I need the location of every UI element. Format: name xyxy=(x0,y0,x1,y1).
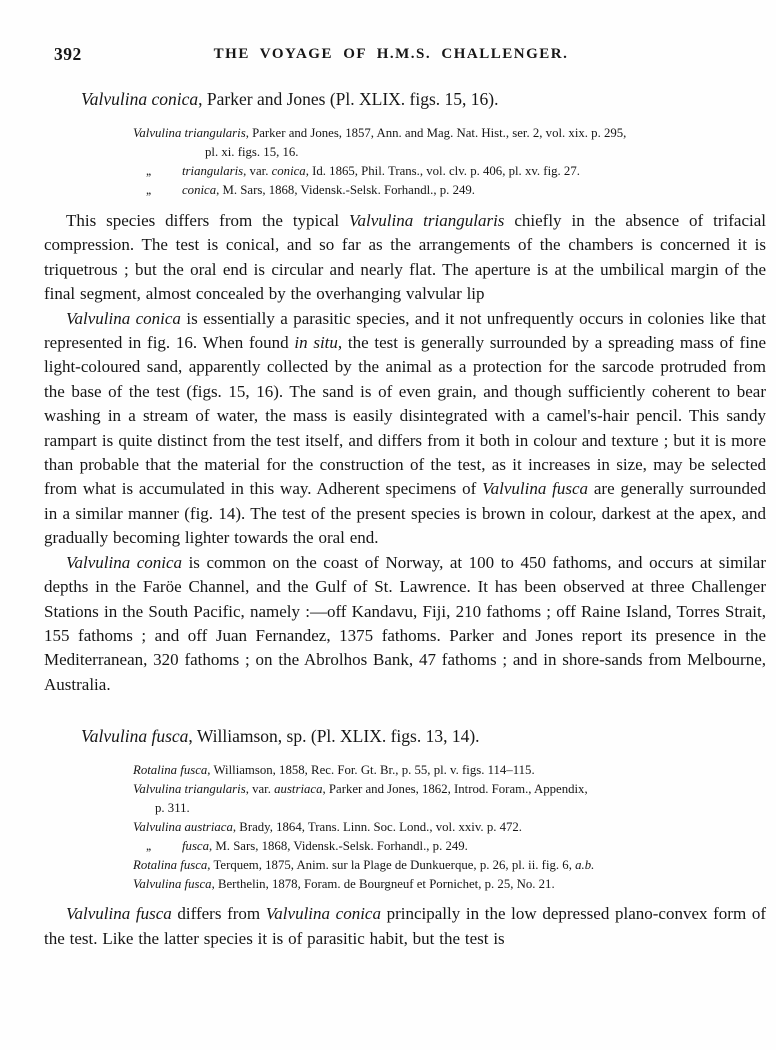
figure-letters: a.b. xyxy=(575,858,595,873)
synonym-citation: , var. xyxy=(245,782,275,797)
page-number: 392 xyxy=(54,44,82,64)
synonymy-entry xyxy=(133,818,766,837)
body-text: is common on the coast of Norway, at 100 to 450 fathoms, and occurs at similar depths in the Faröe Channel, and the Gulf of St. Lawrence. It has been observed at three Challenger Stations in the South Pacific, namely :—off Kandavu, Fiji, 210 fathoms ; off Raine Island, Torres Strait, 155 fathoms ; and off Juan Fernandez, 1375 fathoms. Parker and Jones report its presence in the Mediterranean, 320 fathoms ; on the Abrolhos Bank, 47 fathoms ; and in shore-sands from Melbourne, Australia. xyxy=(44,552,766,694)
species-heading xyxy=(81,88,766,110)
synonym-name: Rotalina fusca xyxy=(133,763,208,778)
synonym-citation: p. 311. xyxy=(155,801,190,816)
species-name: Valvulina fusca xyxy=(81,726,189,747)
synonym-citation: , M. Sars, 1868, Vidensk.-Selsk. Forhandl., p. 249. xyxy=(216,183,475,197)
page-header xyxy=(44,44,766,64)
synonymy-entry xyxy=(133,780,766,799)
synonymy-entry xyxy=(133,837,766,856)
synonym-citation: , var. xyxy=(243,164,272,178)
species-name: Valvulina conica xyxy=(81,89,199,109)
synonymy-entry xyxy=(133,856,766,875)
body-text: are generally surrounded in a similar manner (fig. 14). The test of the present species is brown in colour, darkest at the apex, and gradually becoming lighter towards the oral end. xyxy=(44,479,767,548)
synonym-variety: austriaca xyxy=(274,782,323,797)
species-heading-authority: , Parker and Jones (Pl. XLIX. figs. 15, 16). xyxy=(198,89,499,109)
synonymy-entry xyxy=(133,761,766,780)
synonymy-entry xyxy=(133,124,766,143)
species-name-inline: Valvulina fusca xyxy=(482,479,589,499)
synonym-citation: , Terquem, 1875, Anim. sur la Plage de Dunkuerque, p. 26, pl. ii. fig. 6, xyxy=(207,858,576,873)
body-paragraph xyxy=(44,307,766,551)
synonym-citation: , Parker and Jones, 1862, Introd. Foram., Appendix, xyxy=(322,782,588,797)
synonym-name: Valvulina fusca xyxy=(133,877,212,892)
running-title: THE VOYAGE OF H.M.S. CHALLENGER. xyxy=(213,46,569,62)
synonym-citation: , Parker and Jones, 1857, Ann. and Mag. Nat. Hist., ser. 2, vol. xix. p. 295, xyxy=(245,126,627,140)
species-heading-authority: , Williamson, sp. (Pl. XLIX. figs. 13, 14). xyxy=(188,726,480,747)
body-text: is essentially a parasitic species, and it not unfrequently occurs in colonies like that represented in fig. 16. When found xyxy=(44,308,766,353)
synonymy-entry-continuation xyxy=(133,799,766,818)
synonym-name: Valvulina triangularis xyxy=(133,782,246,797)
synonym-name: Valvulina austriaca xyxy=(133,820,233,835)
synonym-name: triangularis xyxy=(182,164,244,178)
body-text: principally in the low depressed plano-convex form of the test. Like the latter species it is of parasitic habit, but the test is xyxy=(44,904,766,948)
species-name-inline: Valvulina fusca xyxy=(66,904,172,924)
synonym-citation: , Williamson, 1858, Rec. For. Gt. Br., p. 55, pl. v. figs. 114–115. xyxy=(207,763,535,778)
species-section-valvulina-fusca xyxy=(44,725,766,951)
species-name-inline: Valvulina conica xyxy=(66,308,181,328)
synonym-name: Rotalina fusca xyxy=(133,858,208,873)
synonym-citation: , M. Sars, 1868, Vidensk.-Selsk. Forhandl., p. 249. xyxy=(209,839,468,854)
synonym-citation: , Id. 1865, Phil. Trans., vol. clv. p. 406, pl. xv. fig. 27. xyxy=(305,164,580,178)
species-name-inline: Valvulina triangularis xyxy=(349,211,505,230)
page-content xyxy=(44,44,766,951)
species-heading xyxy=(81,725,766,747)
species-section-valvulina-conica xyxy=(44,88,766,697)
synonym-name: Valvulina triangularis xyxy=(133,126,246,140)
synonymy-entry xyxy=(133,181,766,200)
synonymy-entry-continuation xyxy=(133,143,766,162)
synonym-citation: pl. xi. figs. 15, 16. xyxy=(205,145,299,159)
synonym-name: conica xyxy=(182,183,217,197)
synonymy-entry xyxy=(133,875,766,894)
species-name-inline: Valvulina conica xyxy=(265,904,381,924)
synonymy-list xyxy=(133,124,766,200)
synonym-citation: , Brady, 1864, Trans. Linn. Soc. Lond., vol. xxiv. p. 472. xyxy=(232,820,523,835)
synonymy-list xyxy=(133,761,766,894)
body-text: This species differs from the typical xyxy=(66,211,350,230)
synonym-variety: conica xyxy=(271,164,306,178)
body-paragraph xyxy=(44,902,766,951)
synonym-name: fusca xyxy=(182,839,210,854)
ditto-mark: ,, xyxy=(146,183,151,197)
body-paragraph xyxy=(44,209,766,307)
body-text: chiefly in the absence of trifacial compression. The test is conical, and so far as the arrangements of the chambers is concerned it is triquetrous ; but the oral end is circular and nearly flat. The aperture is at the umbilical margin of the final segment, almost concealed by the overhanging valvular lip xyxy=(44,211,766,304)
synonym-citation: , Berthelin, 1878, Foram. de Bourgneuf et Pornichet, p. 25, No. 21. xyxy=(211,877,555,892)
body-text: differs from xyxy=(171,904,266,924)
latin-phrase: in situ xyxy=(294,333,338,353)
species-name-inline: Valvulina conica xyxy=(66,552,183,572)
ditto-mark: ,, xyxy=(146,164,151,178)
body-paragraph xyxy=(44,551,766,697)
synonymy-entry xyxy=(133,162,766,181)
ditto-mark: ,, xyxy=(146,839,151,854)
body-text: , the test is generally surrounded by a spreading mass of fine light-coloured sand, apparently collected by the animal as a protection for the sarcode protruded from the base of the test (figs. 15, 16). The sand is of even grain, and though sufficiently coherent to bear washing in a stream of water, the mass is easily disintegrated with a camel's-hair pencil. This sandy rampart is quite distinct from the test itself, and differs from it both in colour and texture ; but it is more than probable that the material for the construction of the test, as it increases in size, may be selected from what is accumulated in this way. Adherent specimens of xyxy=(44,333,766,499)
